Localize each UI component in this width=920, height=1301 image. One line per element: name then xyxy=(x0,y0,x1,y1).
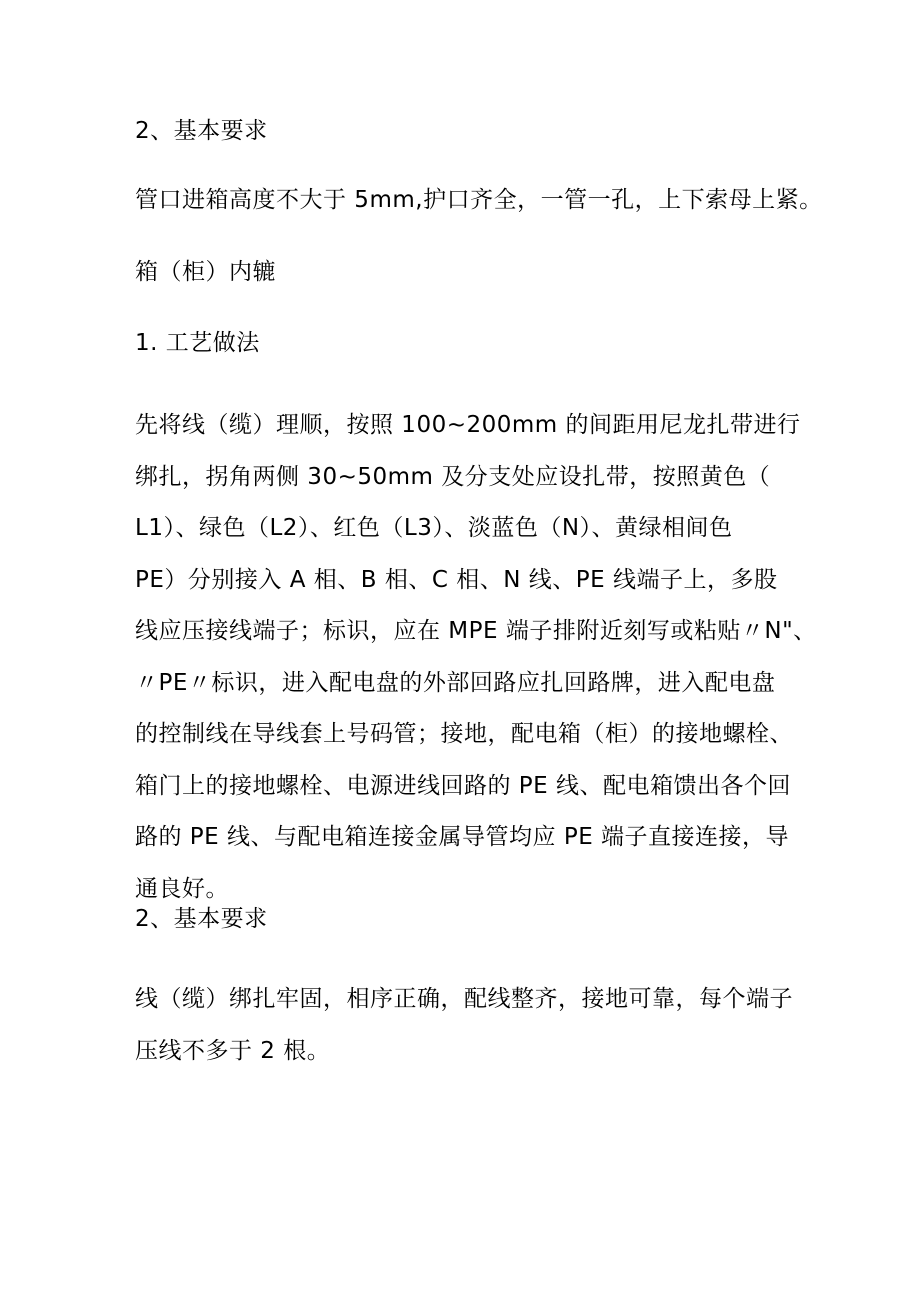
process-method-title: 1. 工艺做法 xyxy=(135,330,260,356)
heading-basic-requirements-2: 2、基本要求 xyxy=(135,906,268,932)
body-line-4: PE）分别接入 A 相、B 相、C 相、N 线、PE 线端子上，多股 xyxy=(135,566,778,593)
conduit-requirement-paragraph: 管口进箱高度不大于 5mm,护口齐全，一管一孔，上下索母上紧。 xyxy=(135,187,823,213)
body-line-1: 先将线（缆）理顺，按照 100~200mm 的间距用尼龙扎带进行 xyxy=(135,412,801,438)
body-line-5: 线应压接线端子；标识，应在 MPE 端子排附近刻写或粘贴〃N"、 xyxy=(135,618,817,644)
body-line-7: 的控制线在导线套上号码管；接地，配电箱（柜）的接地螺栓、 xyxy=(135,721,793,747)
body-line-8: 箱门上的接地螺栓、电源进线回路的 PE 线、配电箱馈出各个回 xyxy=(135,772,792,799)
body-line-6: 〃PE〃标识，进入配电盘的外部回路应扎回路牌，进入配电盘 xyxy=(135,669,776,696)
body-line-10: 通良好。 xyxy=(135,875,229,902)
requirement-line-1: 线（缆）绑扎牢固，相序正确，配线整齐，接地可靠，每个端子 xyxy=(135,986,793,1012)
requirement-line-2: 压线不多于 2 根。 xyxy=(135,1037,331,1064)
heading-basic-requirements-1: 2、基本要求 xyxy=(135,118,268,144)
body-line-3: L1）、绿色（L2）、红色（L3）、淡蓝色（N）、黄绿相间色 xyxy=(135,515,733,541)
wiring-requirement-paragraph xyxy=(135,974,793,1077)
body-line-9: 路的 PE 线、与配电箱连接金属导管均应 PE 端子直接连接，导 xyxy=(135,824,790,850)
body-line-2: 绑扎，拐角两侧 30~50mm 及分支处应设扎带，按照黄色（ xyxy=(135,463,771,490)
process-method-body xyxy=(135,400,817,915)
section-title: 箱（柜）内辘 xyxy=(135,259,276,285)
